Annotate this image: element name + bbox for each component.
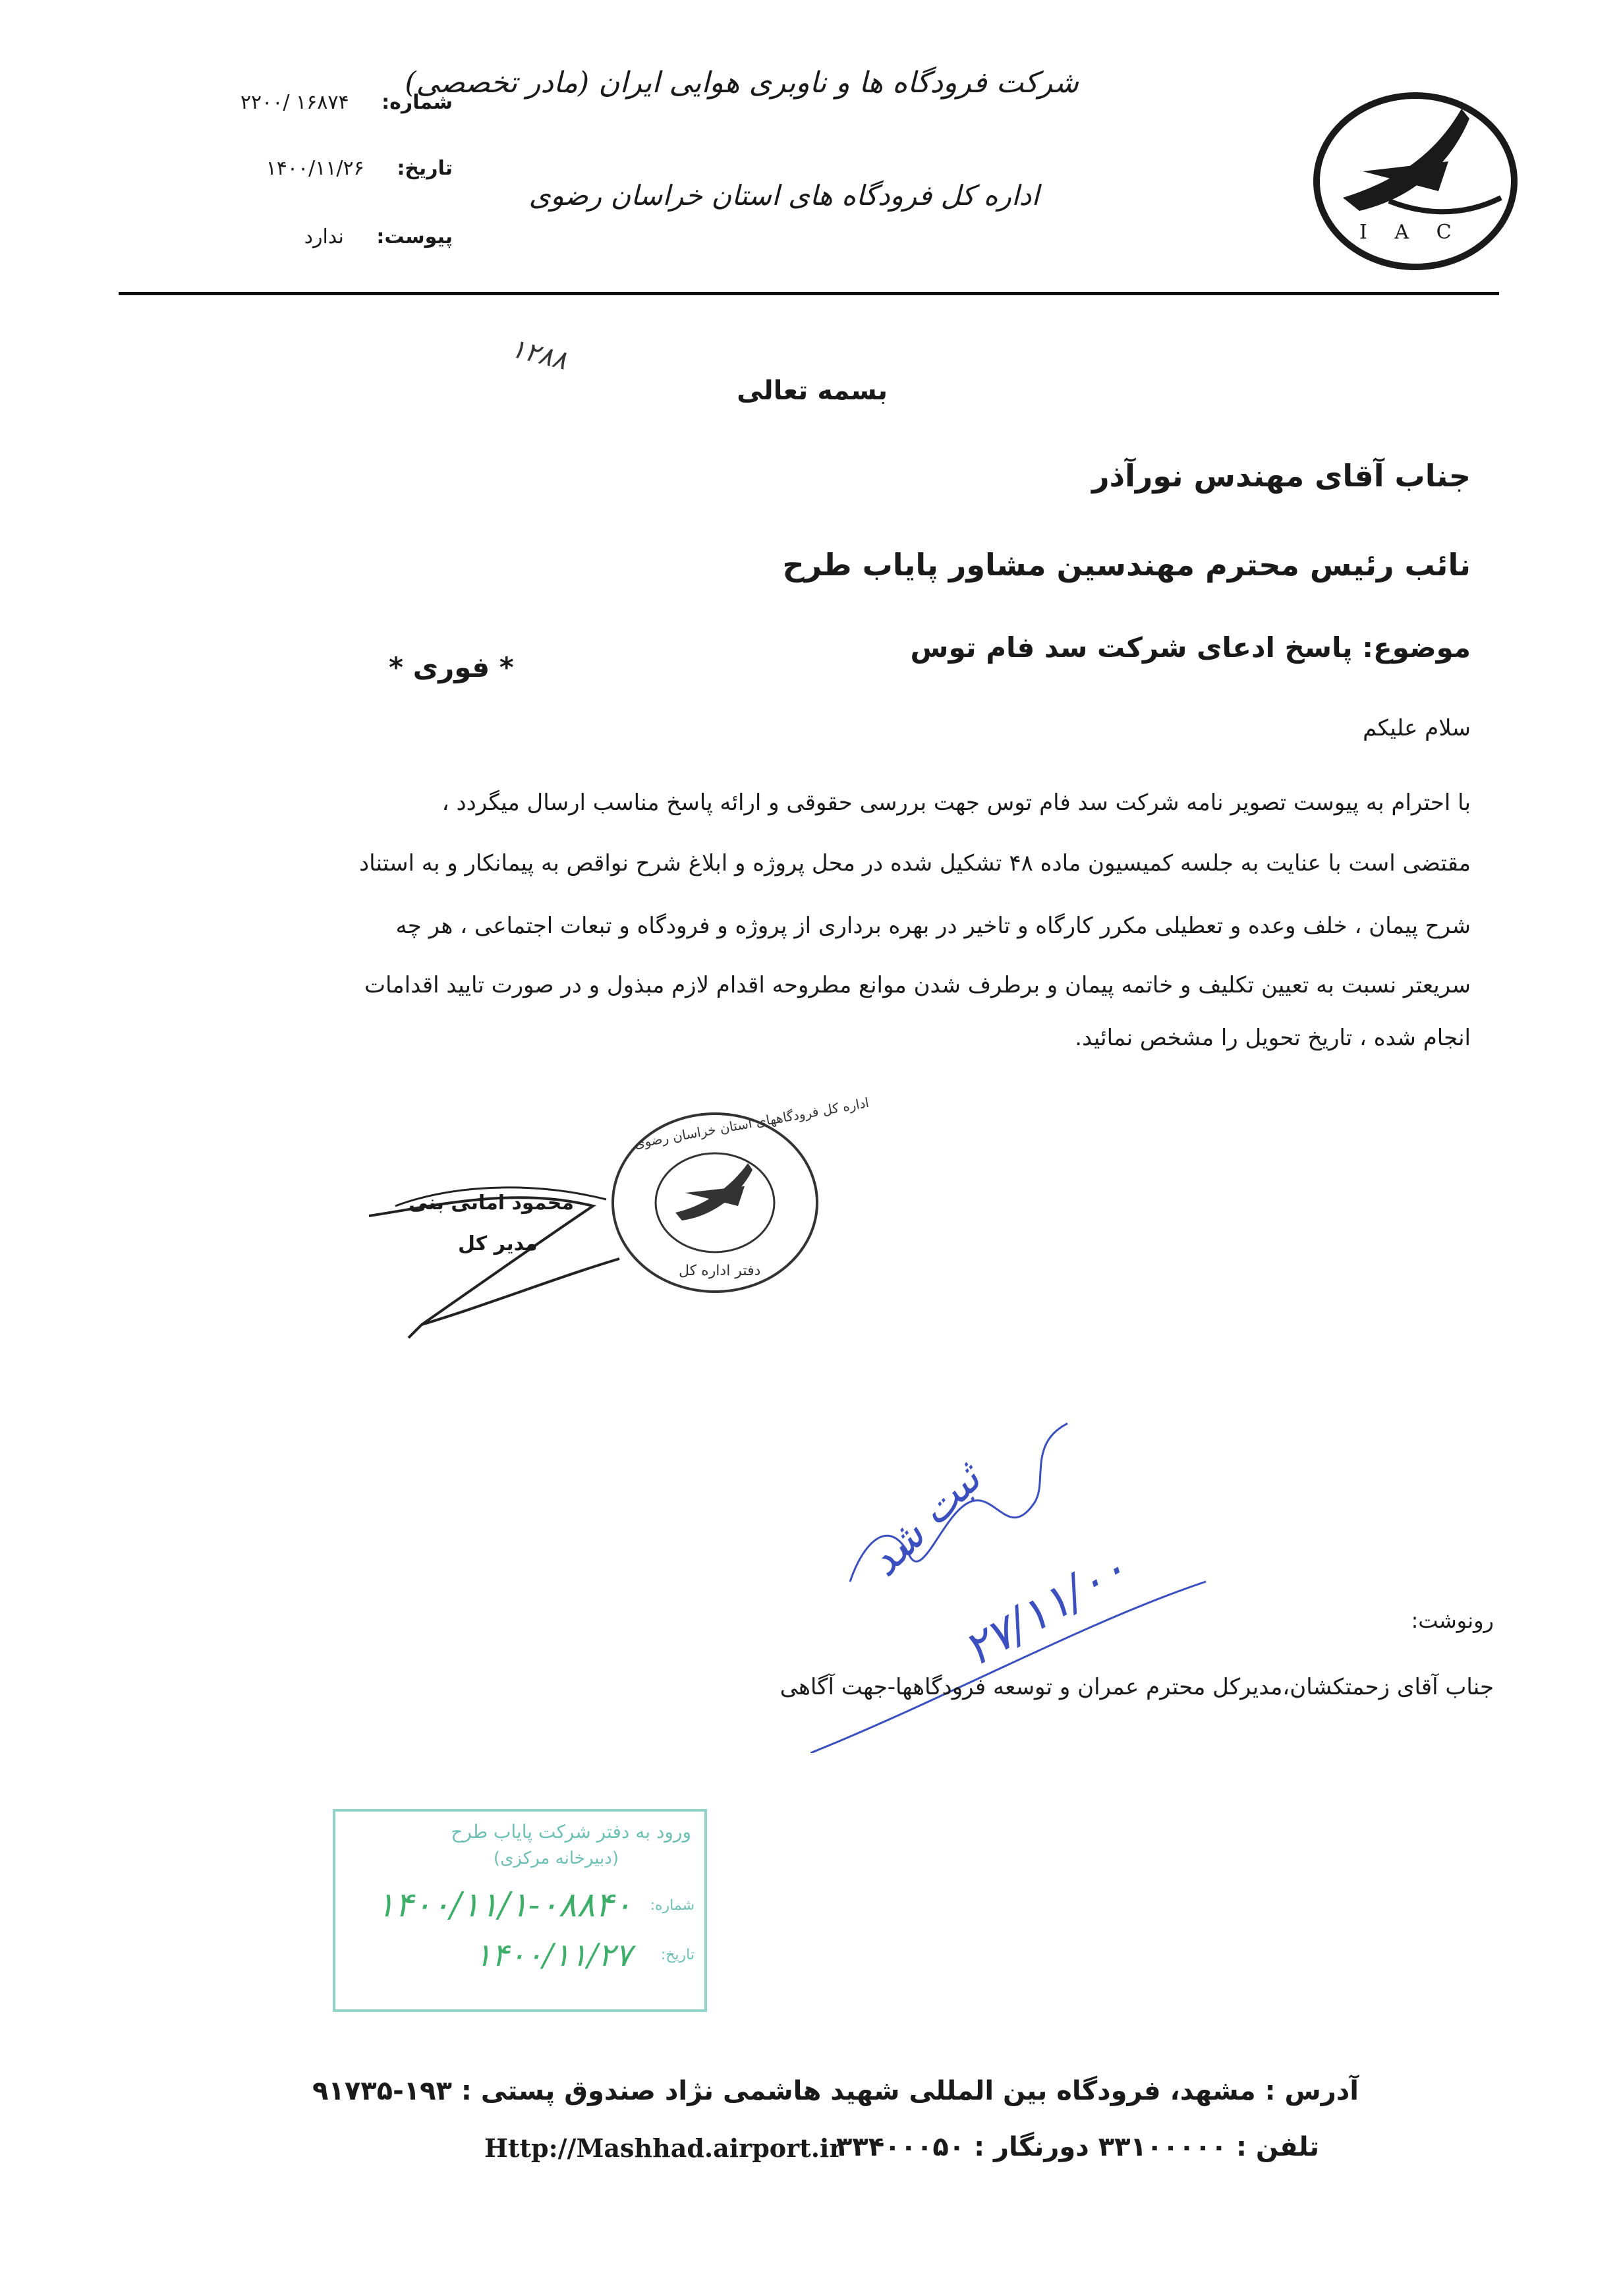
receipt-stamp: [333, 1809, 707, 2012]
department-name: اداره کل فرودگاه های استان خراسان رضوی: [528, 179, 1039, 212]
receipt-date-label: تاریخ:: [660, 1947, 695, 1963]
body-line-5: انجام شده ، تاریخ تحویل را مشخص نمائید.: [1075, 1025, 1471, 1051]
letter-number-row: [241, 91, 453, 114]
letter-date-value: ۱۴۰۰/۱۱/۲۶: [266, 157, 364, 180]
receipt-date-value: ۱۴۰۰/۱۱/۲۷: [474, 1937, 632, 1974]
signature-block: [356, 1094, 870, 1371]
logo-letters: I A C: [1359, 221, 1462, 244]
receipt-stamp-title: ورود به دفتر شرکت پایاب طرح: [451, 1821, 691, 1843]
attachment-label: پیوست:: [376, 225, 453, 248]
header-divider: [119, 292, 1499, 295]
body-line-1: با احترام به پیوست تصویر نامه شرکت سد فام توس جهت بررسی حقوقی و ارائه پاسخ مناسب ارسال میگردد ،: [441, 789, 1471, 816]
footer-address: آدرس : مشهد، فرودگاه بین المللی شهید هاشمی نژاد صندوق پستی : ۱۹۳-۹۱۷۳۵: [312, 2076, 1359, 2106]
greeting: سلام علیکم: [1363, 715, 1471, 741]
invocation: بسمه تعالی: [737, 376, 888, 406]
body-line-4: سریعتر نسبت به تعیین تکلیف و خاتمه پیمان و برطرف شدن موانع مطروحه اقدام لازم مبذول و در صورت تایید اقدامات: [364, 972, 1471, 998]
company-name: شرکت فرودگاه ها و ناوبری هوایی ایران (مادر تخصصی): [405, 66, 1079, 100]
subject-line: موضوع: پاسخ ادعای شرکت سد فام توس: [910, 631, 1471, 664]
official-seal: [606, 1094, 870, 1298]
seal-text: اداره کل فرودگاههای استان خراسان رضوی: [633, 1094, 870, 1152]
cc-line: جناب آقای زحمتکشان،مدیرکل محترم عمران و توسعه فرودگاهها-جهت آگاهی: [780, 1674, 1494, 1700]
receipt-number-label: شماره:: [650, 1897, 695, 1914]
iac-logo: [1297, 82, 1534, 280]
receipt-stamp-subtitle: (دبیرخانه مرکزی): [493, 1849, 619, 1868]
footer-website[interactable]: Http://Mashhad.airport.ir: [484, 2133, 843, 2163]
body-line-3: شرح پیمان ، خلف وعده و تعطیلی مکرر کارگاه و تاخیر در بهره برداری از پروژه و فرودگاه و تبعات اجتماعی ، هر چه: [395, 913, 1471, 939]
letter-date-row: [266, 157, 453, 180]
cc-label: رونوشت:: [1411, 1608, 1494, 1633]
handwritten-note-text: ثبت شد: [859, 1454, 991, 1586]
urgent-badge: * فوری *: [389, 651, 514, 683]
footer-phone: تلفن : ۳۳۱۰۰۰۰۰ دورنگار : ۳۳۴۰۰۰۵۰: [836, 2132, 1319, 2162]
seal-bottom-text: دفتر اداره کل: [679, 1263, 761, 1279]
letter-date-label: تاریخ:: [397, 157, 453, 180]
receipt-number-value: ۱۴۰۰/۱۱/۱-۰۸۸۴۰: [376, 1885, 632, 1925]
body-line-2: مقتضی است با عنایت به جلسه کمیسیون ماده ۴۸ تشکیل شده در محل پروژه و ابلاغ شرح نواقص به پیمانکار و به استناد: [358, 850, 1471, 876]
iac-logo-icon: [1297, 82, 1534, 280]
attachment-row: [304, 225, 453, 248]
attachment-value: ندارد: [304, 225, 344, 248]
signer-title: مدیر کل: [458, 1232, 538, 1255]
handwritten-mark: ۱۲۸۸: [507, 333, 571, 376]
handwritten-note-date: ۲۷/۱۱/۰۰: [953, 1540, 1137, 1677]
letter-number-label: شماره:: [382, 91, 453, 114]
letter-number-value: ۱۶۸۷۴ /۲۲۰۰: [240, 91, 349, 114]
recipient-line-2: نائب رئیس محترم مهندسین مشاور پایاب طرح: [782, 547, 1471, 583]
signer-name: محمود امانی بنی: [409, 1191, 575, 1215]
recipient-line-1: جناب آقای مهندس نورآذر: [1092, 458, 1471, 494]
